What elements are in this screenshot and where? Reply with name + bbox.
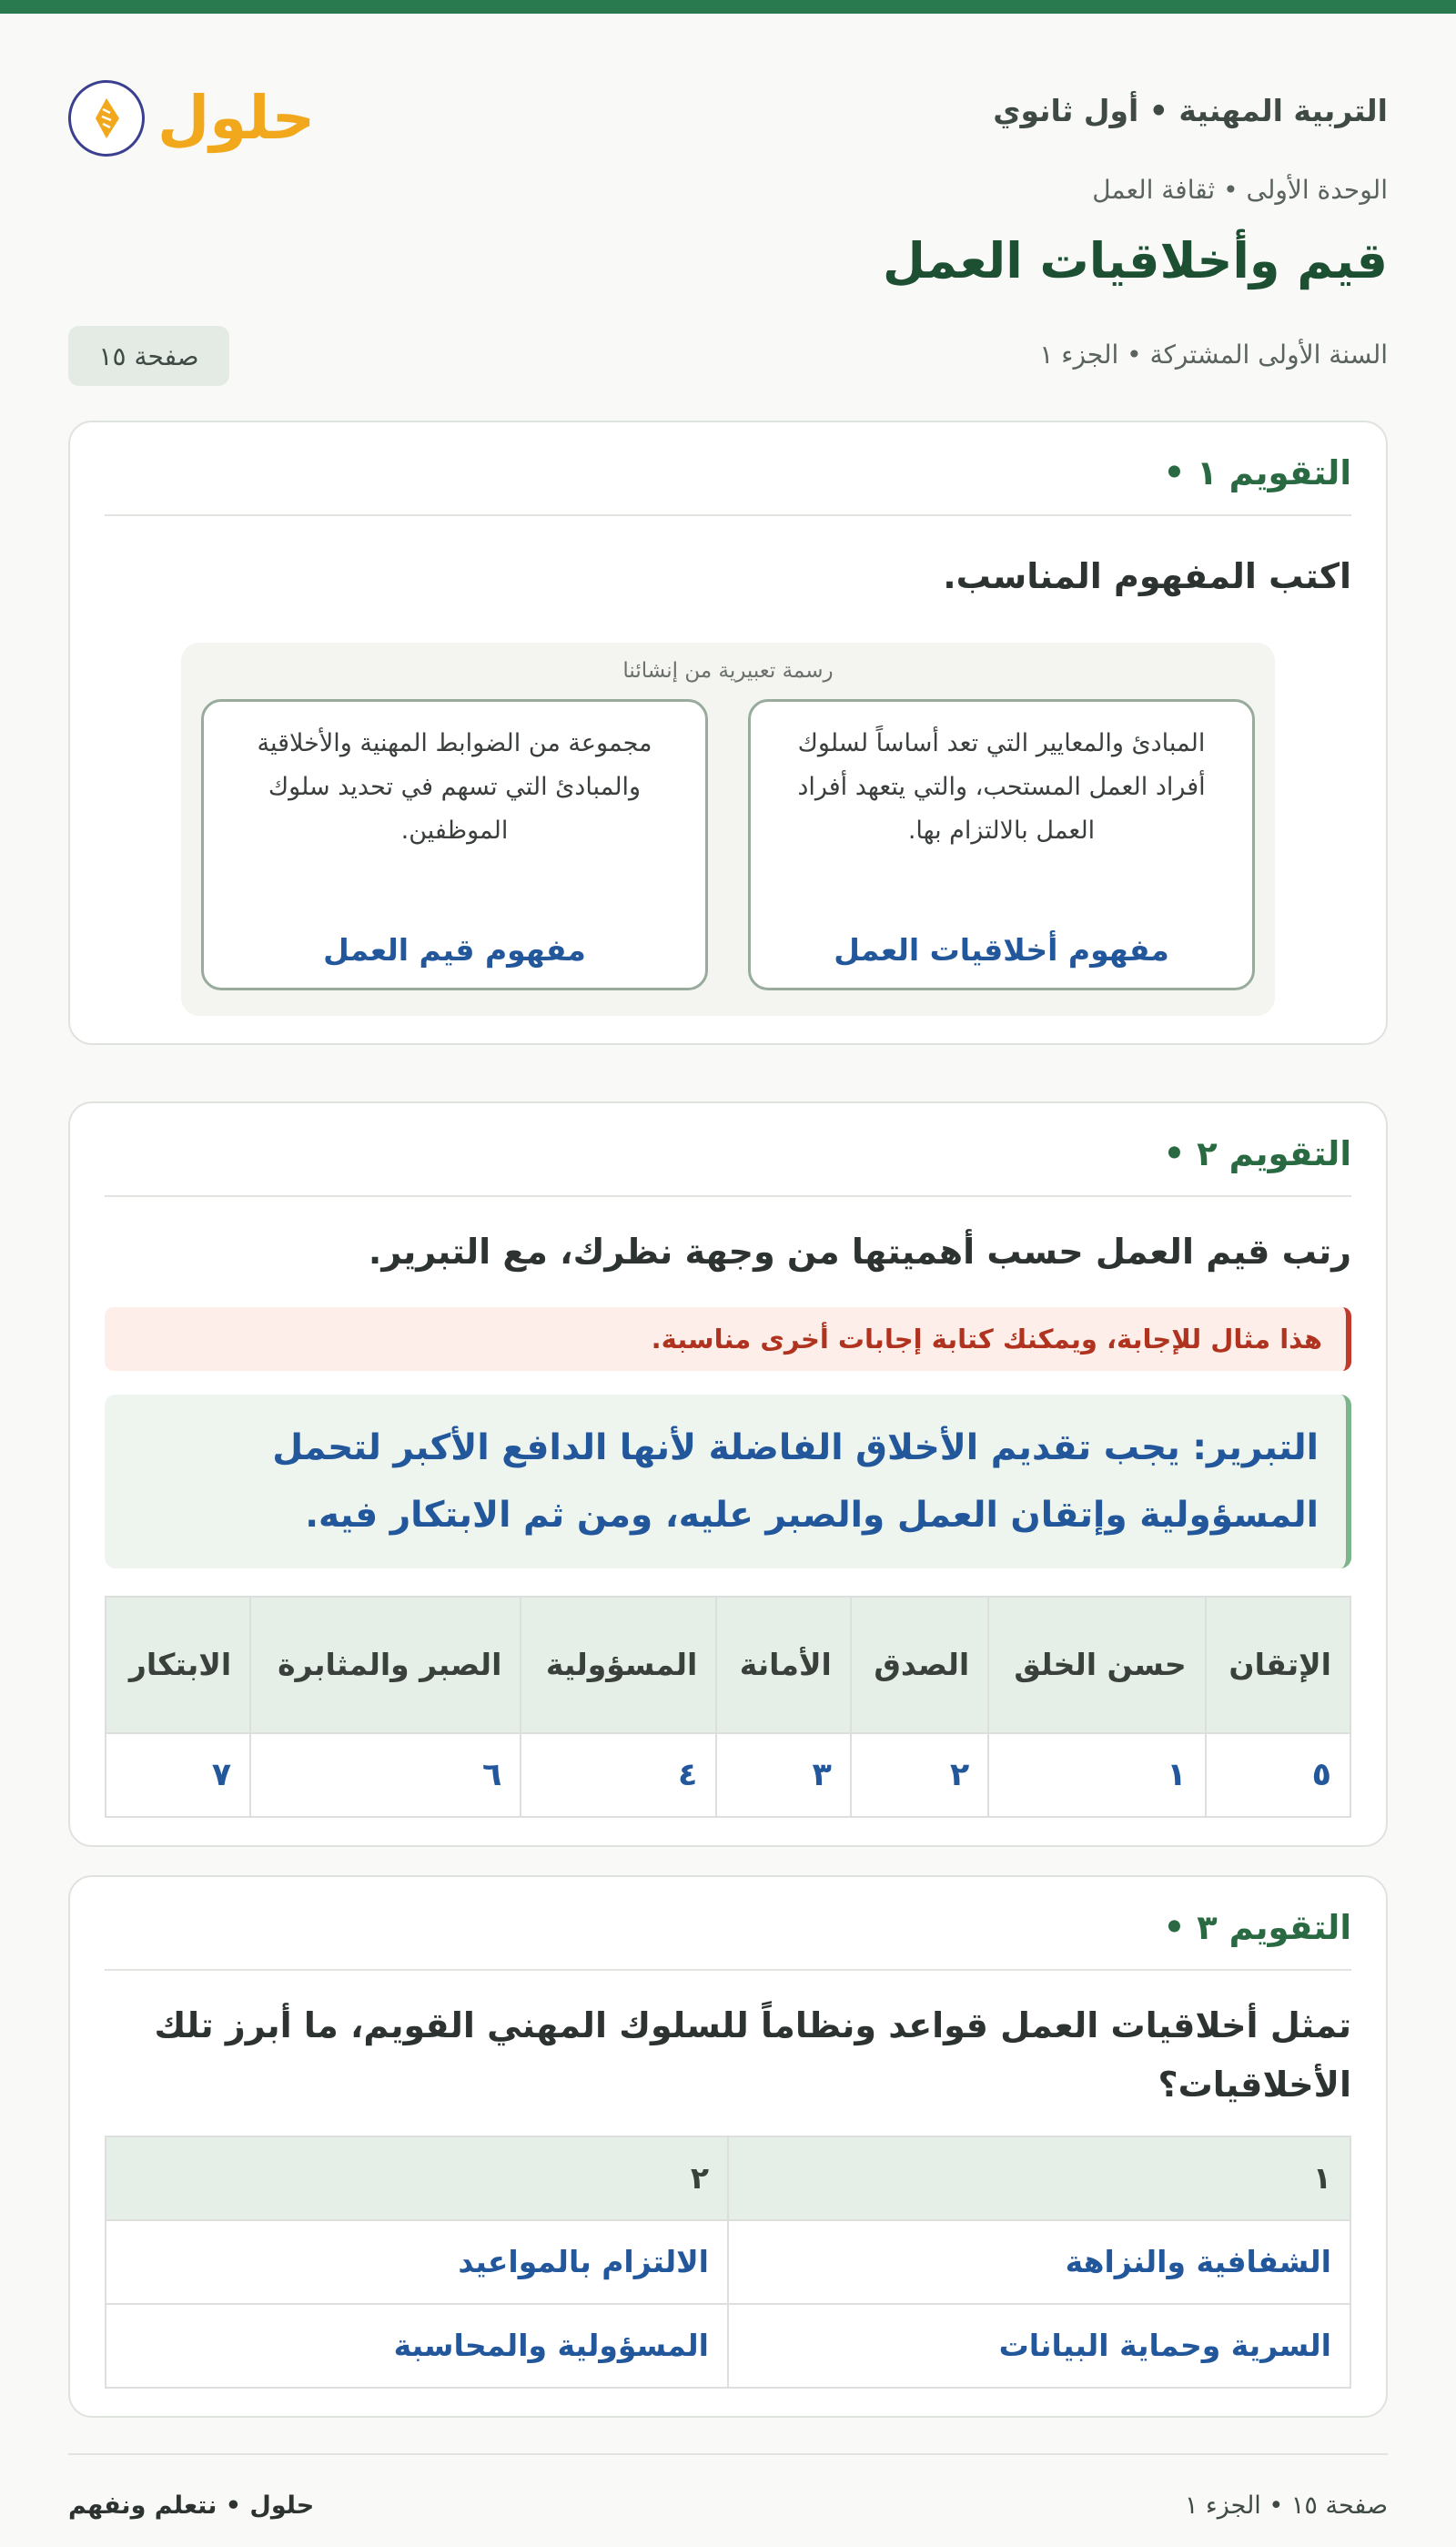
table-header: ٢ (106, 2136, 728, 2220)
section-heading: التقويم ١ • (105, 453, 1351, 516)
concept-answer: مفهوم أخلاقيات العمل (834, 932, 1169, 969)
rank-cell: ٦ (250, 1733, 521, 1817)
logo-wordmark: حلول (157, 83, 316, 153)
rank-cell: ١ (988, 1733, 1205, 1817)
section-heading: التقويم ٣ • (105, 1908, 1351, 1971)
evaluation-card-3 (68, 1875, 1388, 2418)
course-meta: السنة الأولى المشتركة • الجزء ١ (1039, 340, 1388, 370)
ethics-table (105, 2136, 1351, 2389)
footer-divider (68, 2453, 1388, 2455)
rank-cell: ٤ (521, 1733, 716, 1817)
concept-diagram (181, 643, 1275, 1016)
concept-definition: المبادئ والمعايير التي تعد أساساً لسلوك أفراد العمل المستحب، والتي يتعهد أفراد العمل بالالتزام بها. (797, 729, 1206, 846)
diagram-caption: رسمة تعبيرية من إنشائنا (622, 659, 834, 684)
book-icon (68, 80, 145, 157)
table-header: الصبر والمثابرة (250, 1597, 521, 1733)
values-ranking-table (105, 1596, 1351, 1818)
unit-label: الوحدة الأولى • ثقافة العمل (1092, 175, 1388, 205)
table-header: الإتقان (1206, 1597, 1350, 1733)
rank-cell: ٣ (716, 1733, 851, 1817)
table-header: ١ (728, 2136, 1350, 2220)
justification-answer: التبرير: يجب تقديم الأخلاق الفاضلة لأنها الدافع الأكبر لتحمل المسؤولية وإتقان العمل والصبر عليه، ومن ثم الابتكار فيه. (105, 1395, 1351, 1568)
page (68, 14, 1388, 2547)
section-heading: التقويم ٢ • (105, 1134, 1351, 1197)
subject-title: التربية المهنية • أول ثانوي (993, 93, 1388, 128)
table-header: حسن الخلق (988, 1597, 1205, 1733)
page-title: قيم وأخلاقيات العمل (883, 232, 1388, 289)
rank-cell: ٢ (851, 1733, 988, 1817)
question-text: رتب قيم العمل حسب أهميتها من وجهة نظرك، مع التبرير. (368, 1232, 1351, 1272)
page-number-badge: صفحة ١٥ (68, 326, 229, 386)
table-cell: الشفافية والنزاهة (728, 2220, 1350, 2304)
table-header: الصدق (851, 1597, 988, 1733)
table-row (106, 2220, 1350, 2304)
top-accent-bar (0, 0, 1456, 14)
table-cell: السرية وحماية البيانات (728, 2304, 1350, 2388)
table-cell: المسؤولية والمحاسبة (106, 2304, 728, 2388)
concept-definition: مجموعة من الضوابط المهنية والأخلاقية والمبادئ التي تسهم في تحديد سلوك الموظفين. (257, 729, 652, 846)
rank-cell: ٧ (106, 1733, 250, 1817)
hulool-logo[interactable] (68, 80, 315, 157)
rank-cell: ٥ (1206, 1733, 1350, 1817)
table-header: الأمانة (716, 1597, 851, 1733)
table-row (106, 2304, 1350, 2388)
evaluation-card-1 (68, 421, 1388, 1045)
footer-page-info: صفحة ١٥ • الجزء ١ (1184, 2491, 1388, 2520)
concept-answer: مفهوم قيم العمل (323, 932, 586, 969)
example-answer-note: هذا مثال للإجابة، ويمكنك كتابة إجابات أخرى مناسبة. (105, 1307, 1351, 1371)
question-text: اكتب المفهوم المناسب. (943, 556, 1351, 596)
table-header: المسؤولية (521, 1597, 716, 1733)
footer-brand: حلول • نتعلم ونفهم (68, 2491, 315, 2520)
table-cell: الالتزام بالمواعيد (106, 2220, 728, 2304)
page-header (68, 55, 1388, 164)
concept-box-work-values (201, 699, 708, 990)
question-text: تمثل أخلاقيات العمل قواعد ونظاماً للسلوك المهني القويم، ما أبرز تلك الأخلاقيات؟ (154, 2005, 1351, 2106)
concept-box-work-ethics (748, 699, 1255, 990)
evaluation-card-2 (68, 1101, 1388, 1847)
table-header: الابتكار (106, 1597, 250, 1733)
